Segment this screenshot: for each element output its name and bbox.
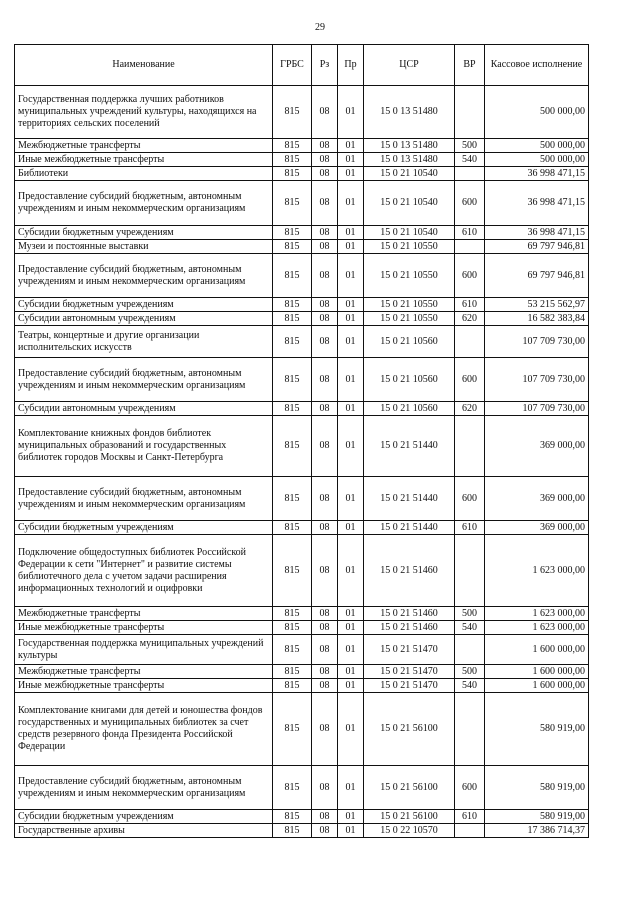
row-name: Государственная поддержка лучших работников муниципальных учреждений культуры, находящихся на территориях сельских поселений bbox=[15, 86, 273, 139]
row-pr: 01 bbox=[338, 810, 364, 824]
row-amount: 580 919,00 bbox=[485, 766, 589, 810]
row-grbs: 815 bbox=[273, 181, 312, 226]
row-grbs: 815 bbox=[273, 298, 312, 312]
row-csr: 15 0 21 51470 bbox=[364, 635, 455, 665]
row-pr: 01 bbox=[338, 402, 364, 416]
row-csr: 15 0 21 51440 bbox=[364, 521, 455, 535]
row-vr: 620 bbox=[455, 402, 485, 416]
row-rz: 08 bbox=[312, 226, 338, 240]
row-vr bbox=[455, 86, 485, 139]
row-rz: 08 bbox=[312, 312, 338, 326]
row-rz: 08 bbox=[312, 139, 338, 153]
row-amount: 580 919,00 bbox=[485, 810, 589, 824]
row-pr: 01 bbox=[338, 535, 364, 607]
table-row bbox=[15, 416, 589, 477]
row-csr: 15 0 21 51470 bbox=[364, 679, 455, 693]
row-amount: 369 000,00 bbox=[485, 416, 589, 477]
row-amount: 69 797 946,81 bbox=[485, 240, 589, 254]
row-name: Субсидии автономным учреждениям bbox=[15, 312, 273, 326]
row-grbs: 815 bbox=[273, 477, 312, 521]
row-csr: 15 0 21 10550 bbox=[364, 298, 455, 312]
row-name: Межбюджетные трансферты bbox=[15, 607, 273, 621]
row-pr: 01 bbox=[338, 416, 364, 477]
table-row bbox=[15, 298, 589, 312]
row-vr: 610 bbox=[455, 810, 485, 824]
table-row bbox=[15, 766, 589, 810]
row-grbs: 815 bbox=[273, 824, 312, 838]
row-name: Межбюджетные трансферты bbox=[15, 139, 273, 153]
row-pr: 01 bbox=[338, 167, 364, 181]
row-csr: 15 0 21 10540 bbox=[364, 181, 455, 226]
row-vr: 600 bbox=[455, 766, 485, 810]
table-row bbox=[15, 535, 589, 607]
row-csr: 15 0 13 51480 bbox=[364, 139, 455, 153]
row-rz: 08 bbox=[312, 298, 338, 312]
header-pr: Пр bbox=[338, 45, 364, 86]
row-pr: 01 bbox=[338, 607, 364, 621]
row-amount: 580 919,00 bbox=[485, 693, 589, 766]
row-name: Государственные архивы bbox=[15, 824, 273, 838]
row-pr: 01 bbox=[338, 521, 364, 535]
table-row bbox=[15, 607, 589, 621]
row-rz: 08 bbox=[312, 254, 338, 298]
row-rz: 08 bbox=[312, 86, 338, 139]
row-amount: 36 998 471,15 bbox=[485, 167, 589, 181]
row-name: Театры, концертные и другие организации исполнительских искусств bbox=[15, 326, 273, 358]
row-csr: 15 0 21 51460 bbox=[364, 621, 455, 635]
row-rz: 08 bbox=[312, 665, 338, 679]
table-row bbox=[15, 810, 589, 824]
table-row bbox=[15, 477, 589, 521]
page-number: 29 bbox=[315, 22, 325, 33]
table-row bbox=[15, 326, 589, 358]
row-rz: 08 bbox=[312, 824, 338, 838]
row-rz: 08 bbox=[312, 810, 338, 824]
row-grbs: 815 bbox=[273, 312, 312, 326]
row-name: Иные межбюджетные трансферты bbox=[15, 153, 273, 167]
row-pr: 01 bbox=[338, 240, 364, 254]
header-amount: Кассовое исполнение bbox=[485, 45, 589, 86]
row-vr: 540 bbox=[455, 679, 485, 693]
row-vr bbox=[455, 167, 485, 181]
row-vr: 540 bbox=[455, 621, 485, 635]
row-csr: 15 0 21 51460 bbox=[364, 535, 455, 607]
table-row bbox=[15, 312, 589, 326]
row-rz: 08 bbox=[312, 693, 338, 766]
row-pr: 01 bbox=[338, 824, 364, 838]
row-name: Субсидии автономным учреждениям bbox=[15, 402, 273, 416]
row-rz: 08 bbox=[312, 402, 338, 416]
table-row bbox=[15, 181, 589, 226]
row-name: Предоставление субсидий бюджетным, автономным учреждениям и иным некоммерческим организациям bbox=[15, 181, 273, 226]
table-row bbox=[15, 139, 589, 153]
row-rz: 08 bbox=[312, 477, 338, 521]
row-csr: 15 0 21 51460 bbox=[364, 607, 455, 621]
row-pr: 01 bbox=[338, 298, 364, 312]
header-csr: ЦСР bbox=[364, 45, 455, 86]
table-row bbox=[15, 240, 589, 254]
row-pr: 01 bbox=[338, 254, 364, 298]
row-grbs: 815 bbox=[273, 416, 312, 477]
row-grbs: 815 bbox=[273, 679, 312, 693]
row-pr: 01 bbox=[338, 312, 364, 326]
row-amount: 36 998 471,15 bbox=[485, 181, 589, 226]
row-rz: 08 bbox=[312, 358, 338, 402]
row-grbs: 815 bbox=[273, 240, 312, 254]
table-row bbox=[15, 358, 589, 402]
row-name: Межбюджетные трансферты bbox=[15, 665, 273, 679]
row-name: Субсидии бюджетным учреждениям bbox=[15, 226, 273, 240]
row-name: Иные межбюджетные трансферты bbox=[15, 679, 273, 693]
table-row bbox=[15, 635, 589, 665]
row-name: Музеи и постоянные выставки bbox=[15, 240, 273, 254]
row-grbs: 815 bbox=[273, 810, 312, 824]
table-row bbox=[15, 521, 589, 535]
row-pr: 01 bbox=[338, 679, 364, 693]
table-row bbox=[15, 226, 589, 240]
row-grbs: 815 bbox=[273, 693, 312, 766]
table-row bbox=[15, 621, 589, 635]
row-vr bbox=[455, 416, 485, 477]
row-pr: 01 bbox=[338, 766, 364, 810]
row-vr: 620 bbox=[455, 312, 485, 326]
row-csr: 15 0 21 10560 bbox=[364, 402, 455, 416]
table-header-row bbox=[15, 45, 589, 86]
row-csr: 15 0 21 10560 bbox=[364, 358, 455, 402]
table-row bbox=[15, 824, 589, 838]
row-grbs: 815 bbox=[273, 226, 312, 240]
row-name: Предоставление субсидий бюджетным, автономным учреждениям и иным некоммерческим организациям bbox=[15, 766, 273, 810]
row-rz: 08 bbox=[312, 153, 338, 167]
row-grbs: 815 bbox=[273, 621, 312, 635]
row-amount: 1 623 000,00 bbox=[485, 621, 589, 635]
row-pr: 01 bbox=[338, 477, 364, 521]
row-amount: 1 600 000,00 bbox=[485, 679, 589, 693]
row-grbs: 815 bbox=[273, 535, 312, 607]
row-rz: 08 bbox=[312, 181, 338, 226]
row-pr: 01 bbox=[338, 153, 364, 167]
row-name: Предоставление субсидий бюджетным, автономным учреждениям и иным некоммерческим организациям bbox=[15, 477, 273, 521]
row-vr: 600 bbox=[455, 181, 485, 226]
row-grbs: 815 bbox=[273, 139, 312, 153]
row-name: Предоставление субсидий бюджетным, автономным учреждениям и иным некоммерческим организациям bbox=[15, 254, 273, 298]
row-grbs: 815 bbox=[273, 153, 312, 167]
row-csr: 15 0 21 56100 bbox=[364, 810, 455, 824]
table-row bbox=[15, 167, 589, 181]
row-name: Подключение общедоступных библиотек Российской Федерации к сети "Интернет" и развитие системы библиотечного дела с учетом задачи расширения информационных технологий и оцифровки bbox=[15, 535, 273, 607]
row-amount: 1 623 000,00 bbox=[485, 535, 589, 607]
row-amount: 1 600 000,00 bbox=[485, 665, 589, 679]
row-csr: 15 0 21 10550 bbox=[364, 254, 455, 298]
row-rz: 08 bbox=[312, 607, 338, 621]
row-csr: 15 0 13 51480 bbox=[364, 86, 455, 139]
row-amount: 36 998 471,15 bbox=[485, 226, 589, 240]
table-row bbox=[15, 402, 589, 416]
table-row bbox=[15, 679, 589, 693]
row-amount: 369 000,00 bbox=[485, 521, 589, 535]
row-pr: 01 bbox=[338, 139, 364, 153]
row-amount: 500 000,00 bbox=[485, 139, 589, 153]
row-name: Предоставление субсидий бюджетным, автономным учреждениям и иным некоммерческим организациям bbox=[15, 358, 273, 402]
row-csr: 15 0 21 51440 bbox=[364, 416, 455, 477]
table-row bbox=[15, 665, 589, 679]
row-amount: 369 000,00 bbox=[485, 477, 589, 521]
row-csr: 15 0 21 51470 bbox=[364, 665, 455, 679]
row-pr: 01 bbox=[338, 358, 364, 402]
row-grbs: 815 bbox=[273, 766, 312, 810]
row-rz: 08 bbox=[312, 167, 338, 181]
row-amount: 17 386 714,37 bbox=[485, 824, 589, 838]
row-amount: 500 000,00 bbox=[485, 86, 589, 139]
row-rz: 08 bbox=[312, 326, 338, 358]
row-amount: 107 709 730,00 bbox=[485, 358, 589, 402]
row-pr: 01 bbox=[338, 693, 364, 766]
row-grbs: 815 bbox=[273, 358, 312, 402]
row-csr: 15 0 21 56100 bbox=[364, 693, 455, 766]
row-pr: 01 bbox=[338, 635, 364, 665]
row-vr: 600 bbox=[455, 358, 485, 402]
row-name: Субсидии бюджетным учреждениям bbox=[15, 298, 273, 312]
row-pr: 01 bbox=[338, 86, 364, 139]
header-rz: Рз bbox=[312, 45, 338, 86]
row-grbs: 815 bbox=[273, 402, 312, 416]
header-name: Наименование bbox=[15, 45, 273, 86]
row-grbs: 815 bbox=[273, 326, 312, 358]
row-csr: 15 0 21 10540 bbox=[364, 226, 455, 240]
row-name: Библиотеки bbox=[15, 167, 273, 181]
row-pr: 01 bbox=[338, 226, 364, 240]
header-vr: ВР bbox=[455, 45, 485, 86]
row-vr: 500 bbox=[455, 139, 485, 153]
row-pr: 01 bbox=[338, 181, 364, 226]
row-vr bbox=[455, 635, 485, 665]
table-row bbox=[15, 86, 589, 139]
row-rz: 08 bbox=[312, 635, 338, 665]
row-csr: 15 0 21 10550 bbox=[364, 240, 455, 254]
row-grbs: 815 bbox=[273, 254, 312, 298]
row-pr: 01 bbox=[338, 665, 364, 679]
row-amount: 53 215 562,97 bbox=[485, 298, 589, 312]
row-csr: 15 0 21 51440 bbox=[364, 477, 455, 521]
row-vr: 600 bbox=[455, 254, 485, 298]
row-amount: 1 600 000,00 bbox=[485, 635, 589, 665]
row-vr bbox=[455, 240, 485, 254]
row-rz: 08 bbox=[312, 766, 338, 810]
row-grbs: 815 bbox=[273, 167, 312, 181]
row-name: Комплектование книгами для детей и юношества фондов государственных и муниципальных библиотек за счет средств резервного фонда Президента Российской Федерации bbox=[15, 693, 273, 766]
row-grbs: 815 bbox=[273, 635, 312, 665]
row-amount: 500 000,00 bbox=[485, 153, 589, 167]
row-grbs: 815 bbox=[273, 607, 312, 621]
row-vr bbox=[455, 535, 485, 607]
row-amount: 1 623 000,00 bbox=[485, 607, 589, 621]
row-name: Комплектование книжных фондов библиотек муниципальных образований и государственных библиотек городов Москвы и Санкт-Петербурга bbox=[15, 416, 273, 477]
row-vr bbox=[455, 824, 485, 838]
table-row bbox=[15, 254, 589, 298]
row-name: Государственная поддержка муниципальных учреждений культуры bbox=[15, 635, 273, 665]
row-vr: 610 bbox=[455, 521, 485, 535]
row-vr bbox=[455, 326, 485, 358]
row-vr: 600 bbox=[455, 477, 485, 521]
row-rz: 08 bbox=[312, 535, 338, 607]
row-grbs: 815 bbox=[273, 521, 312, 535]
row-amount: 16 582 383,84 bbox=[485, 312, 589, 326]
row-grbs: 815 bbox=[273, 86, 312, 139]
row-vr: 500 bbox=[455, 665, 485, 679]
row-rz: 08 bbox=[312, 521, 338, 535]
row-amount: 107 709 730,00 bbox=[485, 402, 589, 416]
row-csr: 15 0 21 56100 bbox=[364, 766, 455, 810]
row-csr: 15 0 22 10570 bbox=[364, 824, 455, 838]
row-name: Иные межбюджетные трансферты bbox=[15, 621, 273, 635]
budget-table bbox=[14, 44, 589, 838]
row-pr: 01 bbox=[338, 326, 364, 358]
table-row bbox=[15, 153, 589, 167]
row-csr: 15 0 21 10540 bbox=[364, 167, 455, 181]
row-csr: 15 0 21 10550 bbox=[364, 312, 455, 326]
row-pr: 01 bbox=[338, 621, 364, 635]
row-name: Субсидии бюджетным учреждениям bbox=[15, 810, 273, 824]
header-grbs: ГРБС bbox=[273, 45, 312, 86]
row-vr: 610 bbox=[455, 226, 485, 240]
row-rz: 08 bbox=[312, 679, 338, 693]
row-name: Субсидии бюджетным учреждениям bbox=[15, 521, 273, 535]
row-vr: 500 bbox=[455, 607, 485, 621]
row-csr: 15 0 13 51480 bbox=[364, 153, 455, 167]
row-amount: 69 797 946,81 bbox=[485, 254, 589, 298]
row-vr: 540 bbox=[455, 153, 485, 167]
row-vr: 610 bbox=[455, 298, 485, 312]
row-rz: 08 bbox=[312, 240, 338, 254]
row-vr bbox=[455, 693, 485, 766]
row-rz: 08 bbox=[312, 416, 338, 477]
row-amount: 107 709 730,00 bbox=[485, 326, 589, 358]
row-grbs: 815 bbox=[273, 665, 312, 679]
row-csr: 15 0 21 10560 bbox=[364, 326, 455, 358]
table-row bbox=[15, 693, 589, 766]
row-rz: 08 bbox=[312, 621, 338, 635]
